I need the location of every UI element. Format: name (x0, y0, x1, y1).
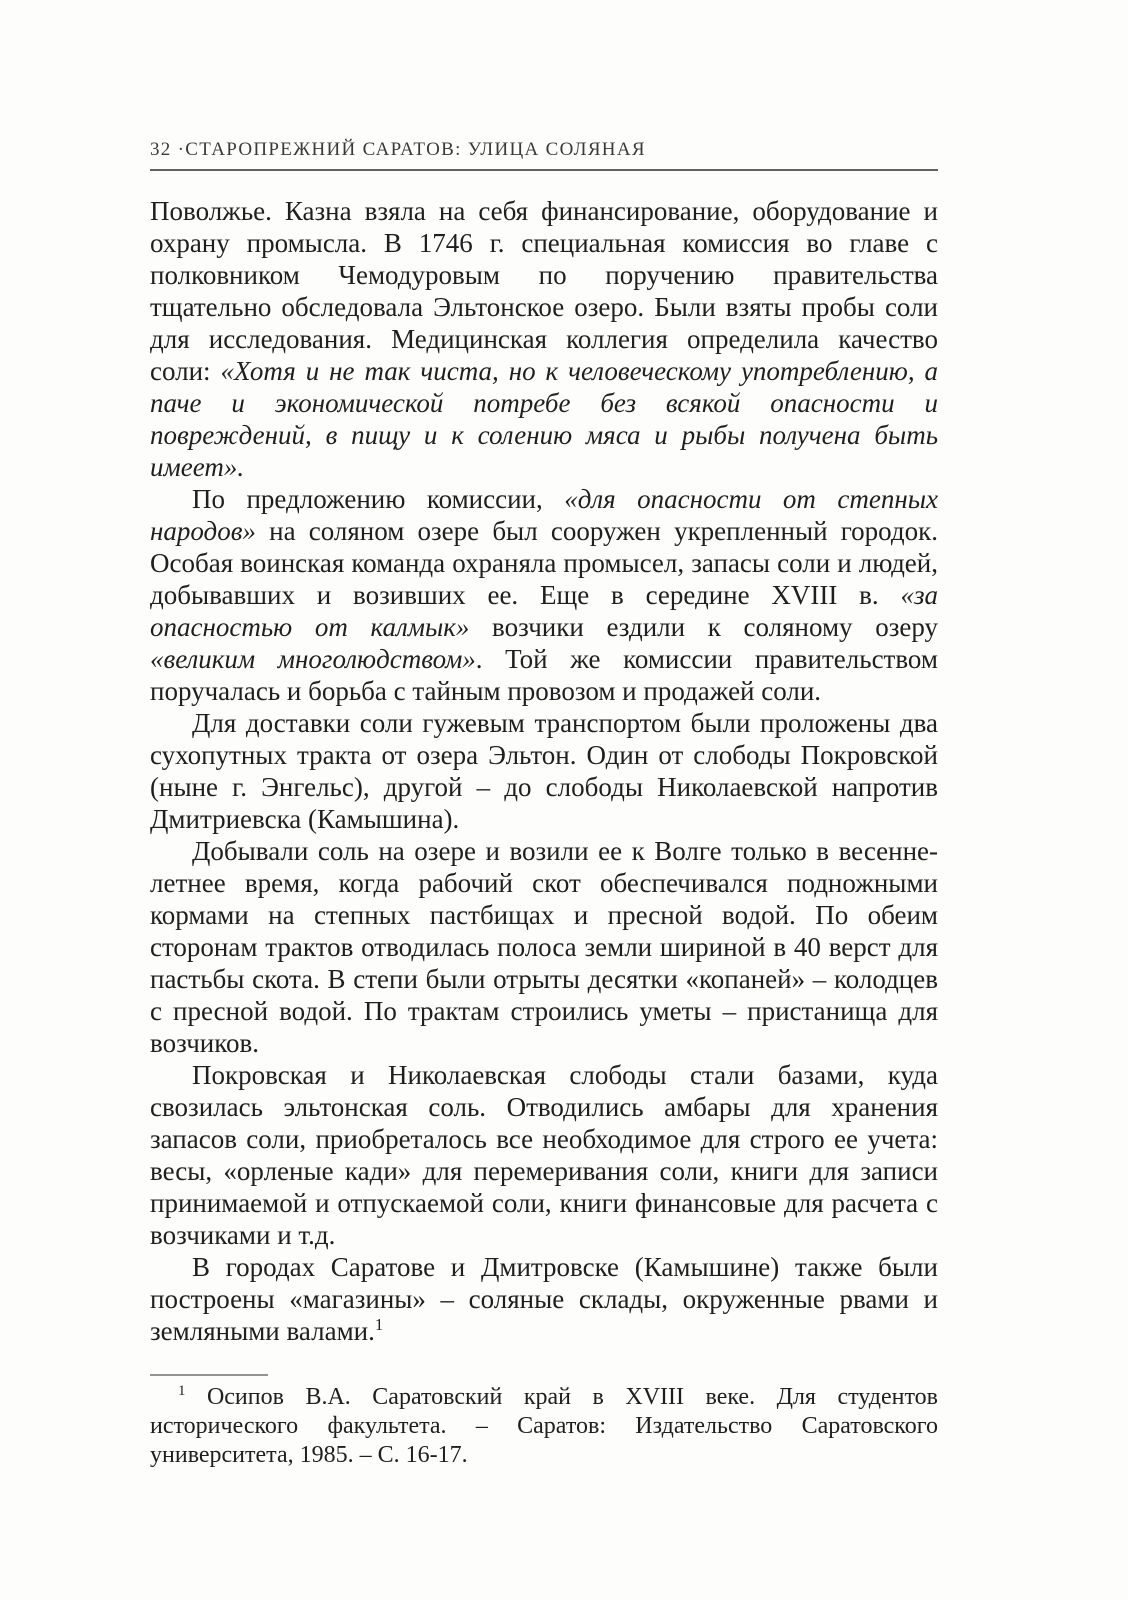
text-run: . Той же комиссии правительством поручалась и борьба с тайным провозом и продажей соли. (150, 644, 938, 706)
running-header: 32 ·СТАРОПРЕЖНИЙ САРАТОВ: УЛИЦА СОЛЯНАЯ (150, 139, 646, 160)
footnote-paragraph (150, 1383, 938, 1470)
text-run: Для доставки соли гужевым транспортом были проложены два сухопутных тракта от озера Эльтон. Один от слободы Покровской (ныне г. Энгельс), другой – до слободы Николаевской напротив Дмитриевска (Камышина). (150, 708, 938, 834)
paragraph (150, 483, 938, 707)
footnote-ref: 1 (374, 1315, 384, 1334)
text-run: «великим многолюдством» (150, 644, 476, 674)
paragraph (150, 1059, 938, 1251)
paragraph (150, 195, 938, 483)
header-rule (150, 169, 938, 171)
footnote (150, 1383, 938, 1470)
body-text (150, 195, 938, 1347)
footnote-text: Осипов В.А. Саратовский край в XVIII веке. Для студентов исторического факультета. – Саратов: Издательство Саратовского университета, 1985. – С. 16-17. (150, 1384, 938, 1468)
text-run: «для опасности от степных народов» (150, 484, 938, 546)
text-run: «за опасностью от калмык» (150, 580, 938, 642)
text-run: Поволжье. Казна взяла на себя финансирование, оборудование и охрану промысла. В 1746 г. специальная комиссия во главе с полковником Чемодуровым по поручению правительства тщательно обследовала Эльтонское озеро. Были взяты пробы соли для исследования. Медицинская коллегия определила качество соли: (150, 196, 938, 386)
footnote-rule (150, 1374, 268, 1376)
paragraph (150, 707, 938, 835)
text-run: возчики ездили к соляному озеру (469, 612, 938, 642)
text-run: Добывали соль на озере и возили ее к Волге только в весенне-летнее время, когда рабочий скот обеспечивался подножными кормами на степных пастбищах и пресной водой. По обеим сторонам трактов отводилась полоса земли шириной в 40 верст для пастьбы скота. В степи были отрыты десятки «копаней» – колодцев с пресной водой. По трактам строились уметы – пристанища для возчиков. (150, 836, 938, 1058)
text-run: «Хотя и не так чиста, но к человеческому употреблению, а паче и экономической потребе без всякой опасности и повреждений, в пищу и к солению мяса и рыбы получена быть имеет». (150, 356, 938, 482)
text-run: По предложению комиссии, (192, 484, 565, 514)
paragraph (150, 835, 938, 1059)
footnote-marker: 1 (178, 1383, 186, 1399)
paragraph (150, 1251, 938, 1347)
text-run: Покровская и Николаевская слободы стали базами, куда свозилась эльтонская соль. Отводились амбары для хранения запасов соли, приобреталось все необходимое для строго ее учета: весы, «орленые кади» для перемеривания соли, книги для записи принимаемой и отпускаемой соли, книги финансовые для расчета с возчиками и т.д. (150, 1060, 938, 1250)
text-run: В городах Саратове и Дмитровске (Камышине) также были построены «магазины» – соляные склады, окруженные рвами и земляными валами. (150, 1252, 938, 1346)
text-run: на соляном озере был сооружен укрепленный городок. Особая воинская команда охраняла промысел, запасы соли и людей, добывавших и возивших ее. Еще в середине XVIII в. (150, 516, 938, 610)
